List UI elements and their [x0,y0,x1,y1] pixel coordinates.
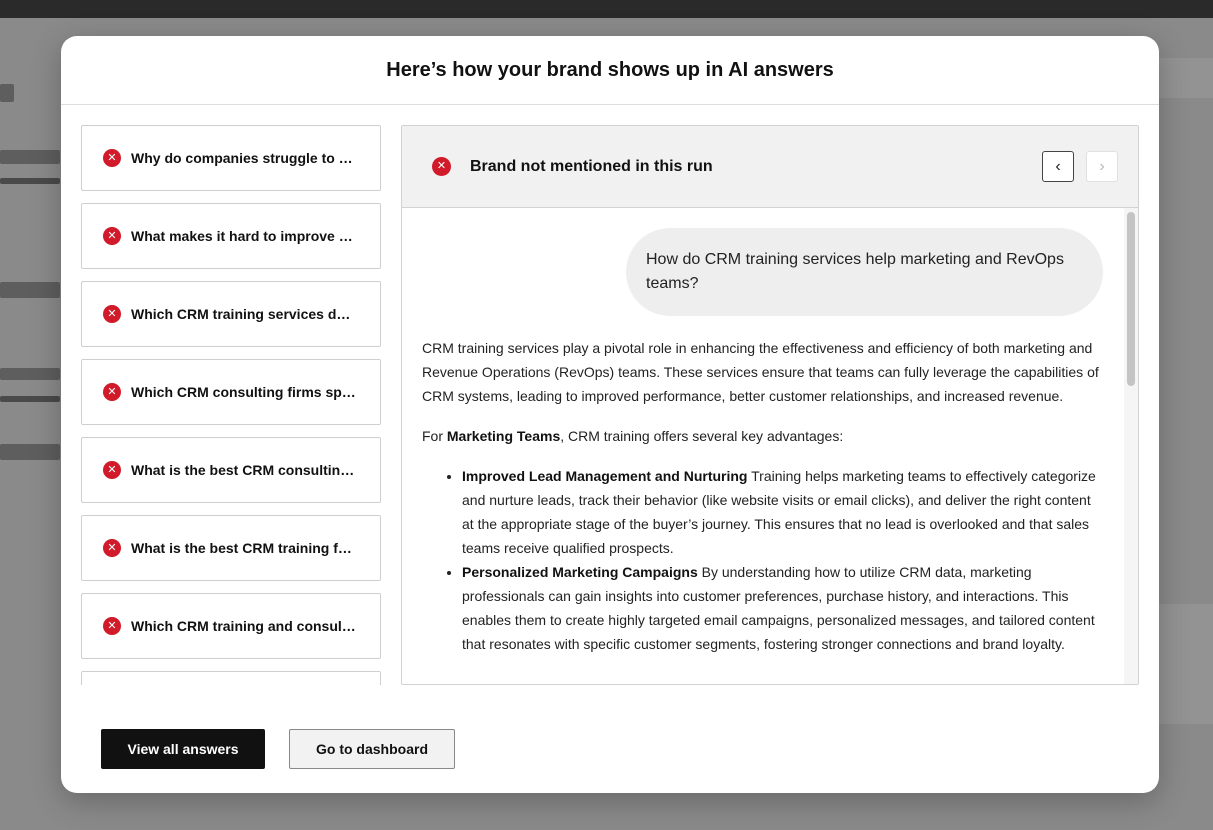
question-label: Which CRM training and consul… [131,618,356,634]
modal-header [61,36,1159,105]
x-circle-icon: ✕ [103,227,121,245]
lead-suffix: , CRM training offers several key advantages: [560,428,844,444]
point-title: Improved Lead Management and Nurturing [462,468,748,484]
x-circle-icon: ✕ [103,539,121,557]
x-circle-icon: ✕ [103,149,121,167]
point-text: Training helps marketing teams to effectively categorize and nurture leads, track their behavior (like website visits or email clicks), and deliver the right content at the appropriate stage of the buyer’s journey. This ensures that no lead is overlooked and that sales teams receive qualified prospects. [462,468,1096,556]
chevron-right-icon: › [1099,157,1105,175]
answer-marketing-lead [422,424,1104,448]
brand-status-text: Brand not mentioned in this run [470,157,713,175]
question-item[interactable] [81,437,381,503]
lead-bold: Marketing Teams [446,428,561,444]
scrollbar-thumb[interactable] [1127,212,1135,386]
x-circle-icon: ✕ [103,305,121,323]
question-label: Which CRM consulting firms sp… [131,384,356,400]
background-panel [1159,58,1213,98]
answer-body [402,208,1124,684]
x-circle-icon: ✕ [103,461,121,479]
question-item[interactable] [81,359,381,425]
point-text: By understanding how to utilize CRM data, marketing professionals can gain insights into customer preferences, purchase history, and interactions. This enables them to create highly targeted email campaigns, personalized messages, and tailored content that resonates with specific customer segments, fostering stronger connections and brand loyalty. [462,564,1095,652]
question-label: What is the best CRM consultin… [131,462,355,478]
question-label: Which CRM training services d… [131,306,351,322]
background-mark [0,178,60,184]
chevron-left-icon: ‹ [1055,157,1061,175]
question-item[interactable] [81,515,381,581]
modal-title: Here’s how your brand shows up in AI answers [386,58,834,81]
question-label: What makes it hard to improve … [131,228,353,244]
answer-panel [401,125,1139,685]
next-answer-button[interactable] [1086,151,1118,182]
background-mark [0,282,60,298]
question-item[interactable] [81,203,381,269]
answer-points [422,464,1104,656]
answer-point [462,464,1104,560]
answer-point [462,560,1104,656]
x-circle-icon: ✕ [432,157,451,176]
background-mark [0,84,14,102]
answer-header [402,126,1138,208]
question-item[interactable] [81,125,381,191]
question-label: What is the best CRM training f… [131,540,352,556]
background-topbar [0,0,1213,18]
view-all-answers-button[interactable]: View all answers [101,729,265,769]
point-title: Personalized Marketing Campaigns [462,564,698,580]
go-to-dashboard-button[interactable]: Go to dashboard [289,729,455,769]
question-item[interactable] [81,593,381,659]
x-circle-icon: ✕ [103,617,121,635]
user-question-bubble: How do CRM training services help marketing and RevOps teams? [626,228,1103,316]
background-mark [0,396,60,402]
brand-answers-modal [61,36,1159,793]
question-item[interactable] [81,281,381,347]
lead-prefix: For [422,428,447,444]
background-mark [0,150,60,164]
previous-answer-button[interactable] [1042,151,1074,182]
background-panel [1159,604,1213,724]
question-list [81,125,381,685]
background-mark [0,444,60,460]
x-circle-icon: ✕ [103,383,121,401]
question-item-partial[interactable] [81,671,381,685]
background-mark [0,368,60,380]
ai-answer-text [422,336,1104,656]
answer-intro: CRM training services play a pivotal role in enhancing the effectiveness and efficiency of both marketing and Revenue Operations (RevOps) teams. These services ensure that teams can fully leverage the capabilities of CRM systems, leading to improved performance, better customer relationships, and increased revenue. [422,340,1099,404]
question-label: Why do companies struggle to … [131,150,353,166]
answer-scrollbar[interactable] [1124,208,1138,684]
